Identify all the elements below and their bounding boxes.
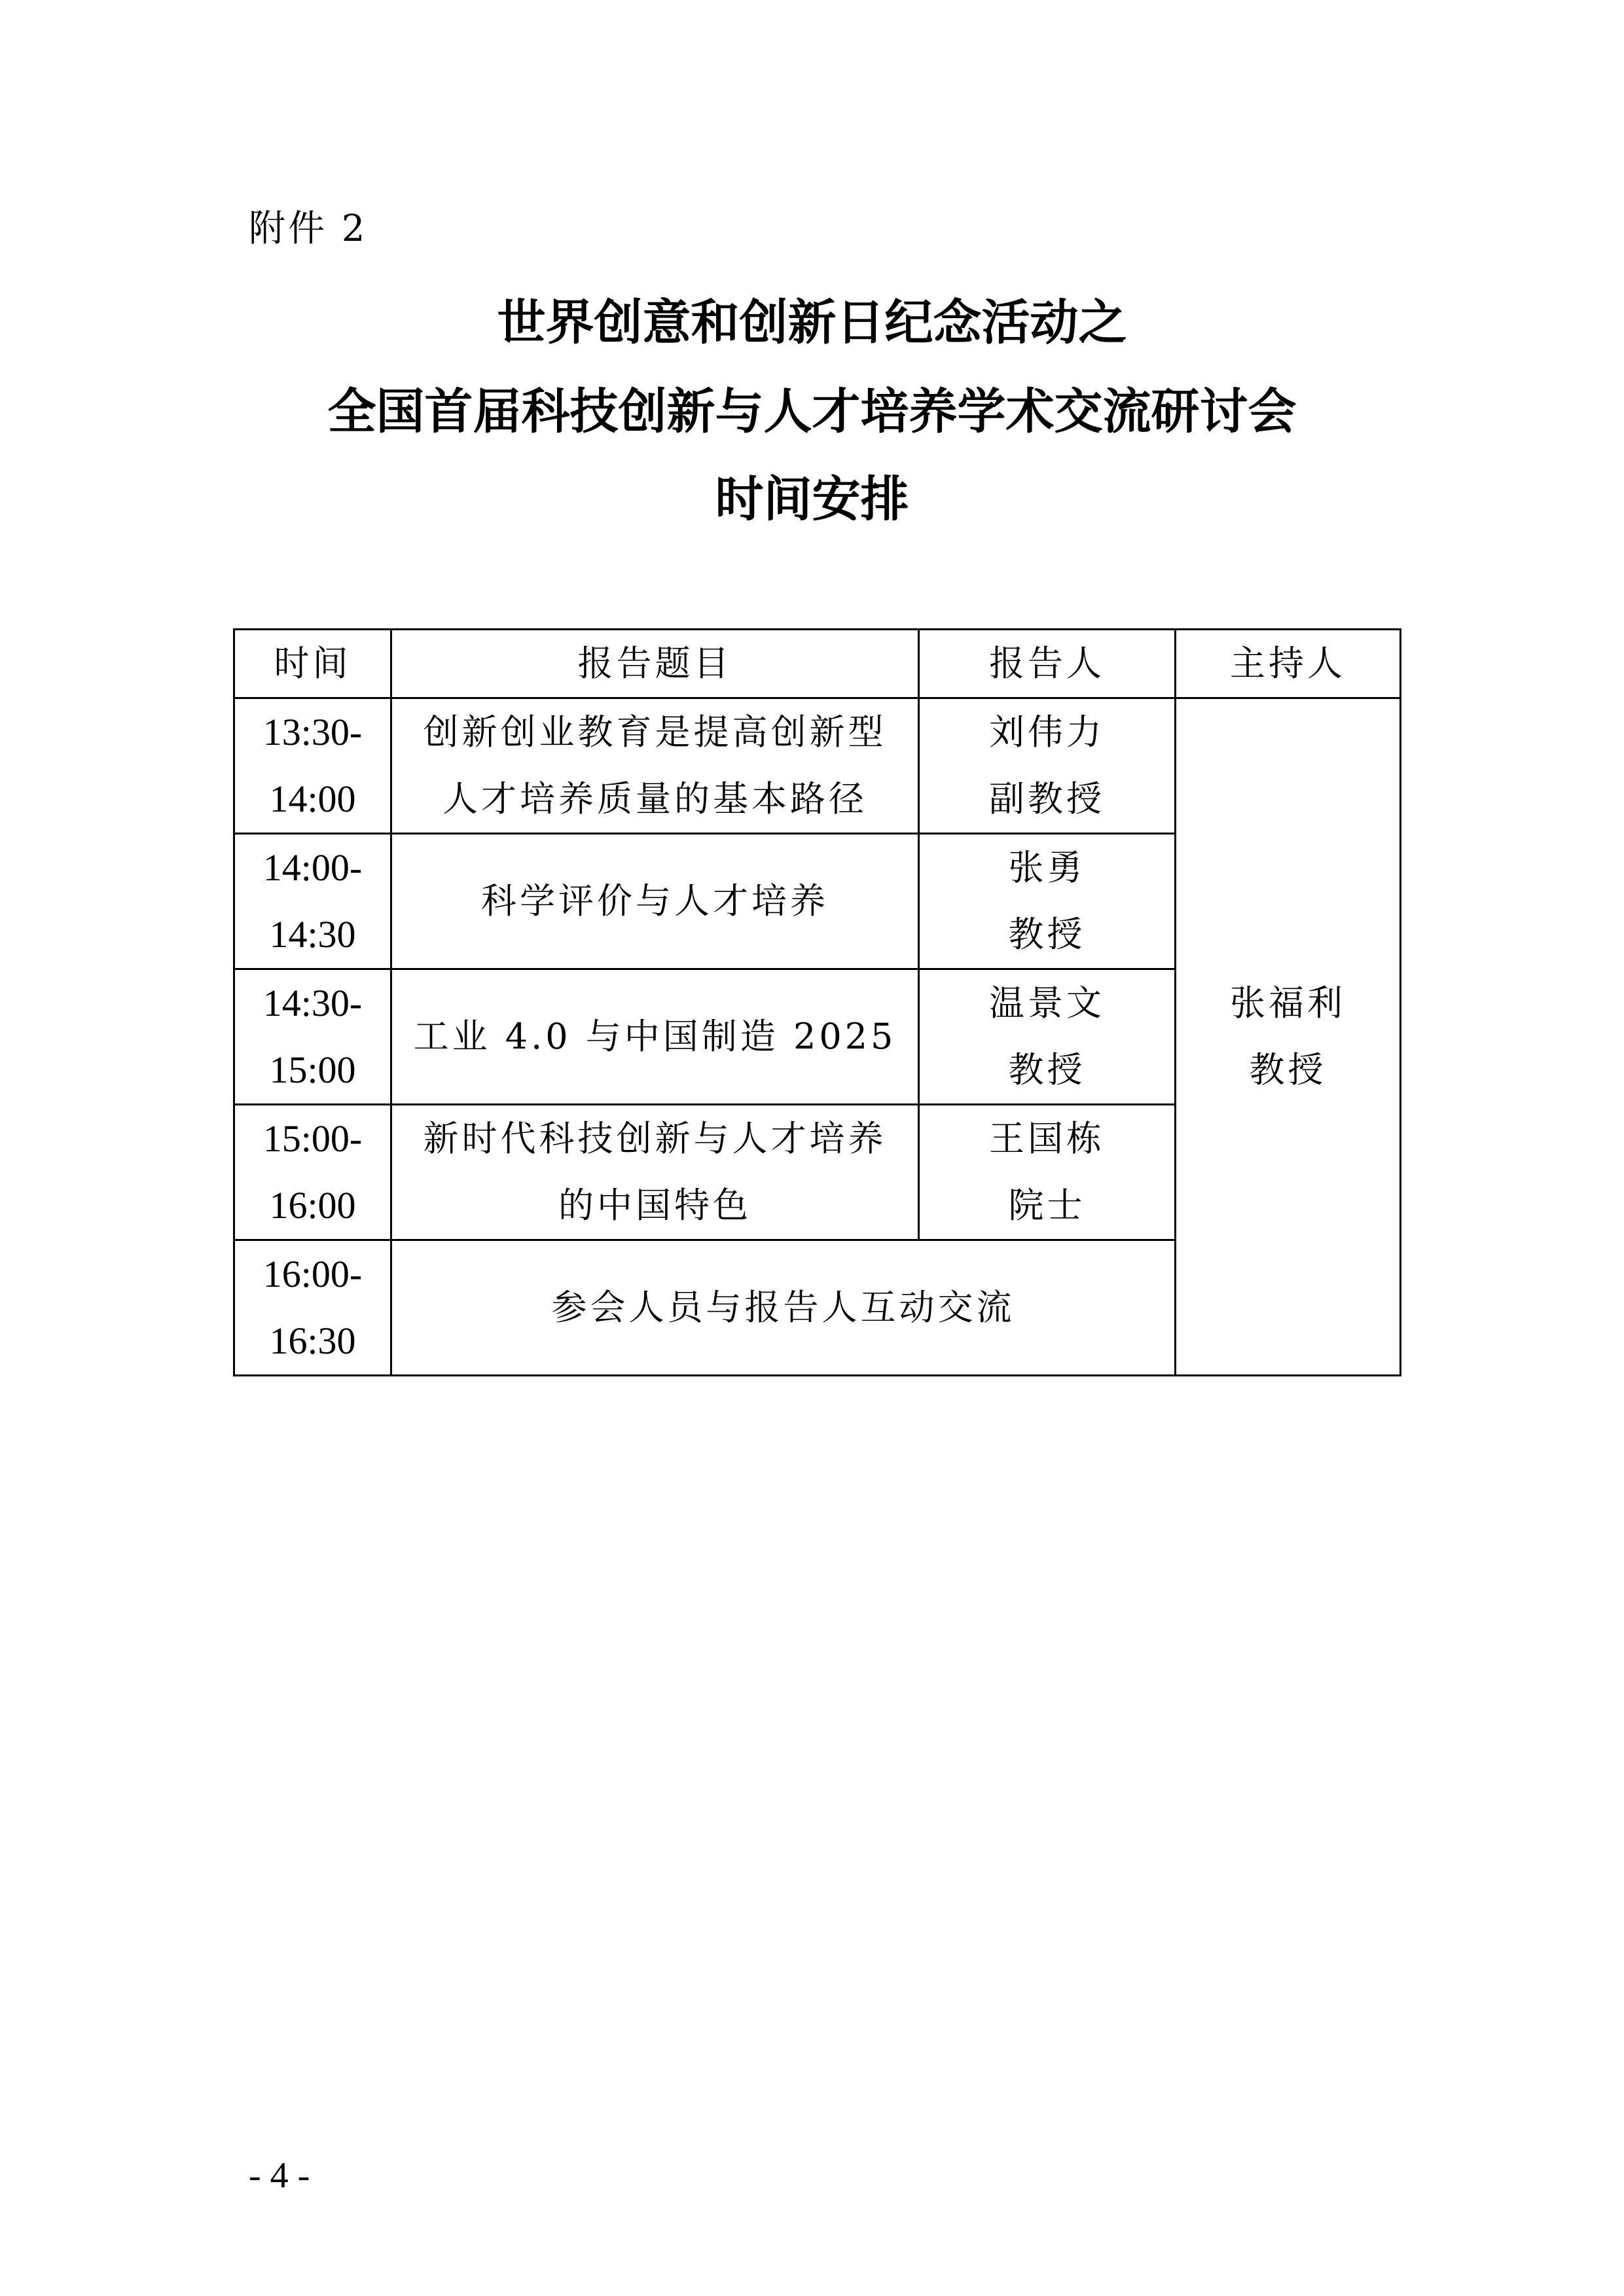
- speaker-title: 教授: [1008, 914, 1086, 955]
- host-title: 教授: [1249, 1049, 1327, 1090]
- document-title-line-1: 世界创意和创新日纪念活动之: [497, 295, 1127, 351]
- page-number: - 4 -: [249, 2155, 310, 2196]
- header-host: 主持人: [1176, 630, 1401, 698]
- topic-line: 工业 4.0 与中国制造 2025: [413, 1016, 897, 1057]
- header-topic: 报告题目: [391, 630, 919, 698]
- table-row: [234, 698, 1401, 834]
- speaker-name: 王国栋: [989, 1118, 1105, 1159]
- topic-cell: [391, 1240, 1176, 1376]
- time-start: 14:30-: [262, 982, 363, 1024]
- topic-line: 科学评价与人才培养: [481, 880, 829, 922]
- header-time: 时间: [234, 630, 391, 698]
- time-cell: [234, 834, 391, 969]
- speaker-name: 刘伟力: [989, 711, 1105, 753]
- topic-line: 参会人员与报告人互动交流: [551, 1287, 1015, 1328]
- speaker-name: 张勇: [1008, 847, 1086, 888]
- speaker-title: 院士: [1008, 1185, 1086, 1226]
- time-start: 14:00-: [262, 846, 363, 889]
- time-end: 14:30: [269, 913, 356, 956]
- topic-line: 创新创业教育是提高创新型: [423, 711, 887, 753]
- document-title-line-2: 全国首届科技创新与人才培养学术交流研讨会: [327, 384, 1297, 440]
- attachment-label: 附件 2: [249, 207, 368, 250]
- host-cell: [1176, 698, 1401, 1376]
- speaker-name: 温景文: [989, 982, 1105, 1024]
- time-end: 16:30: [269, 1319, 356, 1362]
- speaker-cell: [919, 834, 1176, 969]
- time-cell: [234, 698, 391, 834]
- time-start: 15:00-: [262, 1117, 363, 1160]
- topic-cell: [391, 834, 919, 969]
- table-header-row: [234, 630, 1401, 698]
- document-title-line-3: 时间安排: [715, 471, 909, 528]
- speaker-cell: [919, 1105, 1176, 1240]
- time-cell: [234, 969, 391, 1105]
- speaker-title: 教授: [1008, 1049, 1086, 1090]
- speaker-title: 副教授: [989, 778, 1105, 819]
- topic-cell: [391, 969, 919, 1105]
- time-cell: [234, 1105, 391, 1240]
- topic-line: 人才培养质量的基本路径: [442, 778, 867, 819]
- speaker-cell: [919, 698, 1176, 834]
- topic-line: 新时代科技创新与人才培养: [423, 1118, 887, 1159]
- topic-line: 的中国特色: [558, 1185, 751, 1226]
- host-name: 张福利: [1230, 982, 1346, 1024]
- time-end: 16:00: [269, 1184, 356, 1227]
- time-end: 14:00: [269, 778, 356, 820]
- time-start: 13:30-: [262, 711, 363, 753]
- schedule-table: [233, 628, 1401, 1376]
- time-start: 16:00-: [262, 1253, 363, 1295]
- time-end: 15:00: [269, 1049, 356, 1091]
- header-speaker: 报告人: [919, 630, 1176, 698]
- topic-cell: [391, 698, 919, 834]
- time-cell: [234, 1240, 391, 1376]
- topic-cell: [391, 1105, 919, 1240]
- speaker-cell: [919, 969, 1176, 1105]
